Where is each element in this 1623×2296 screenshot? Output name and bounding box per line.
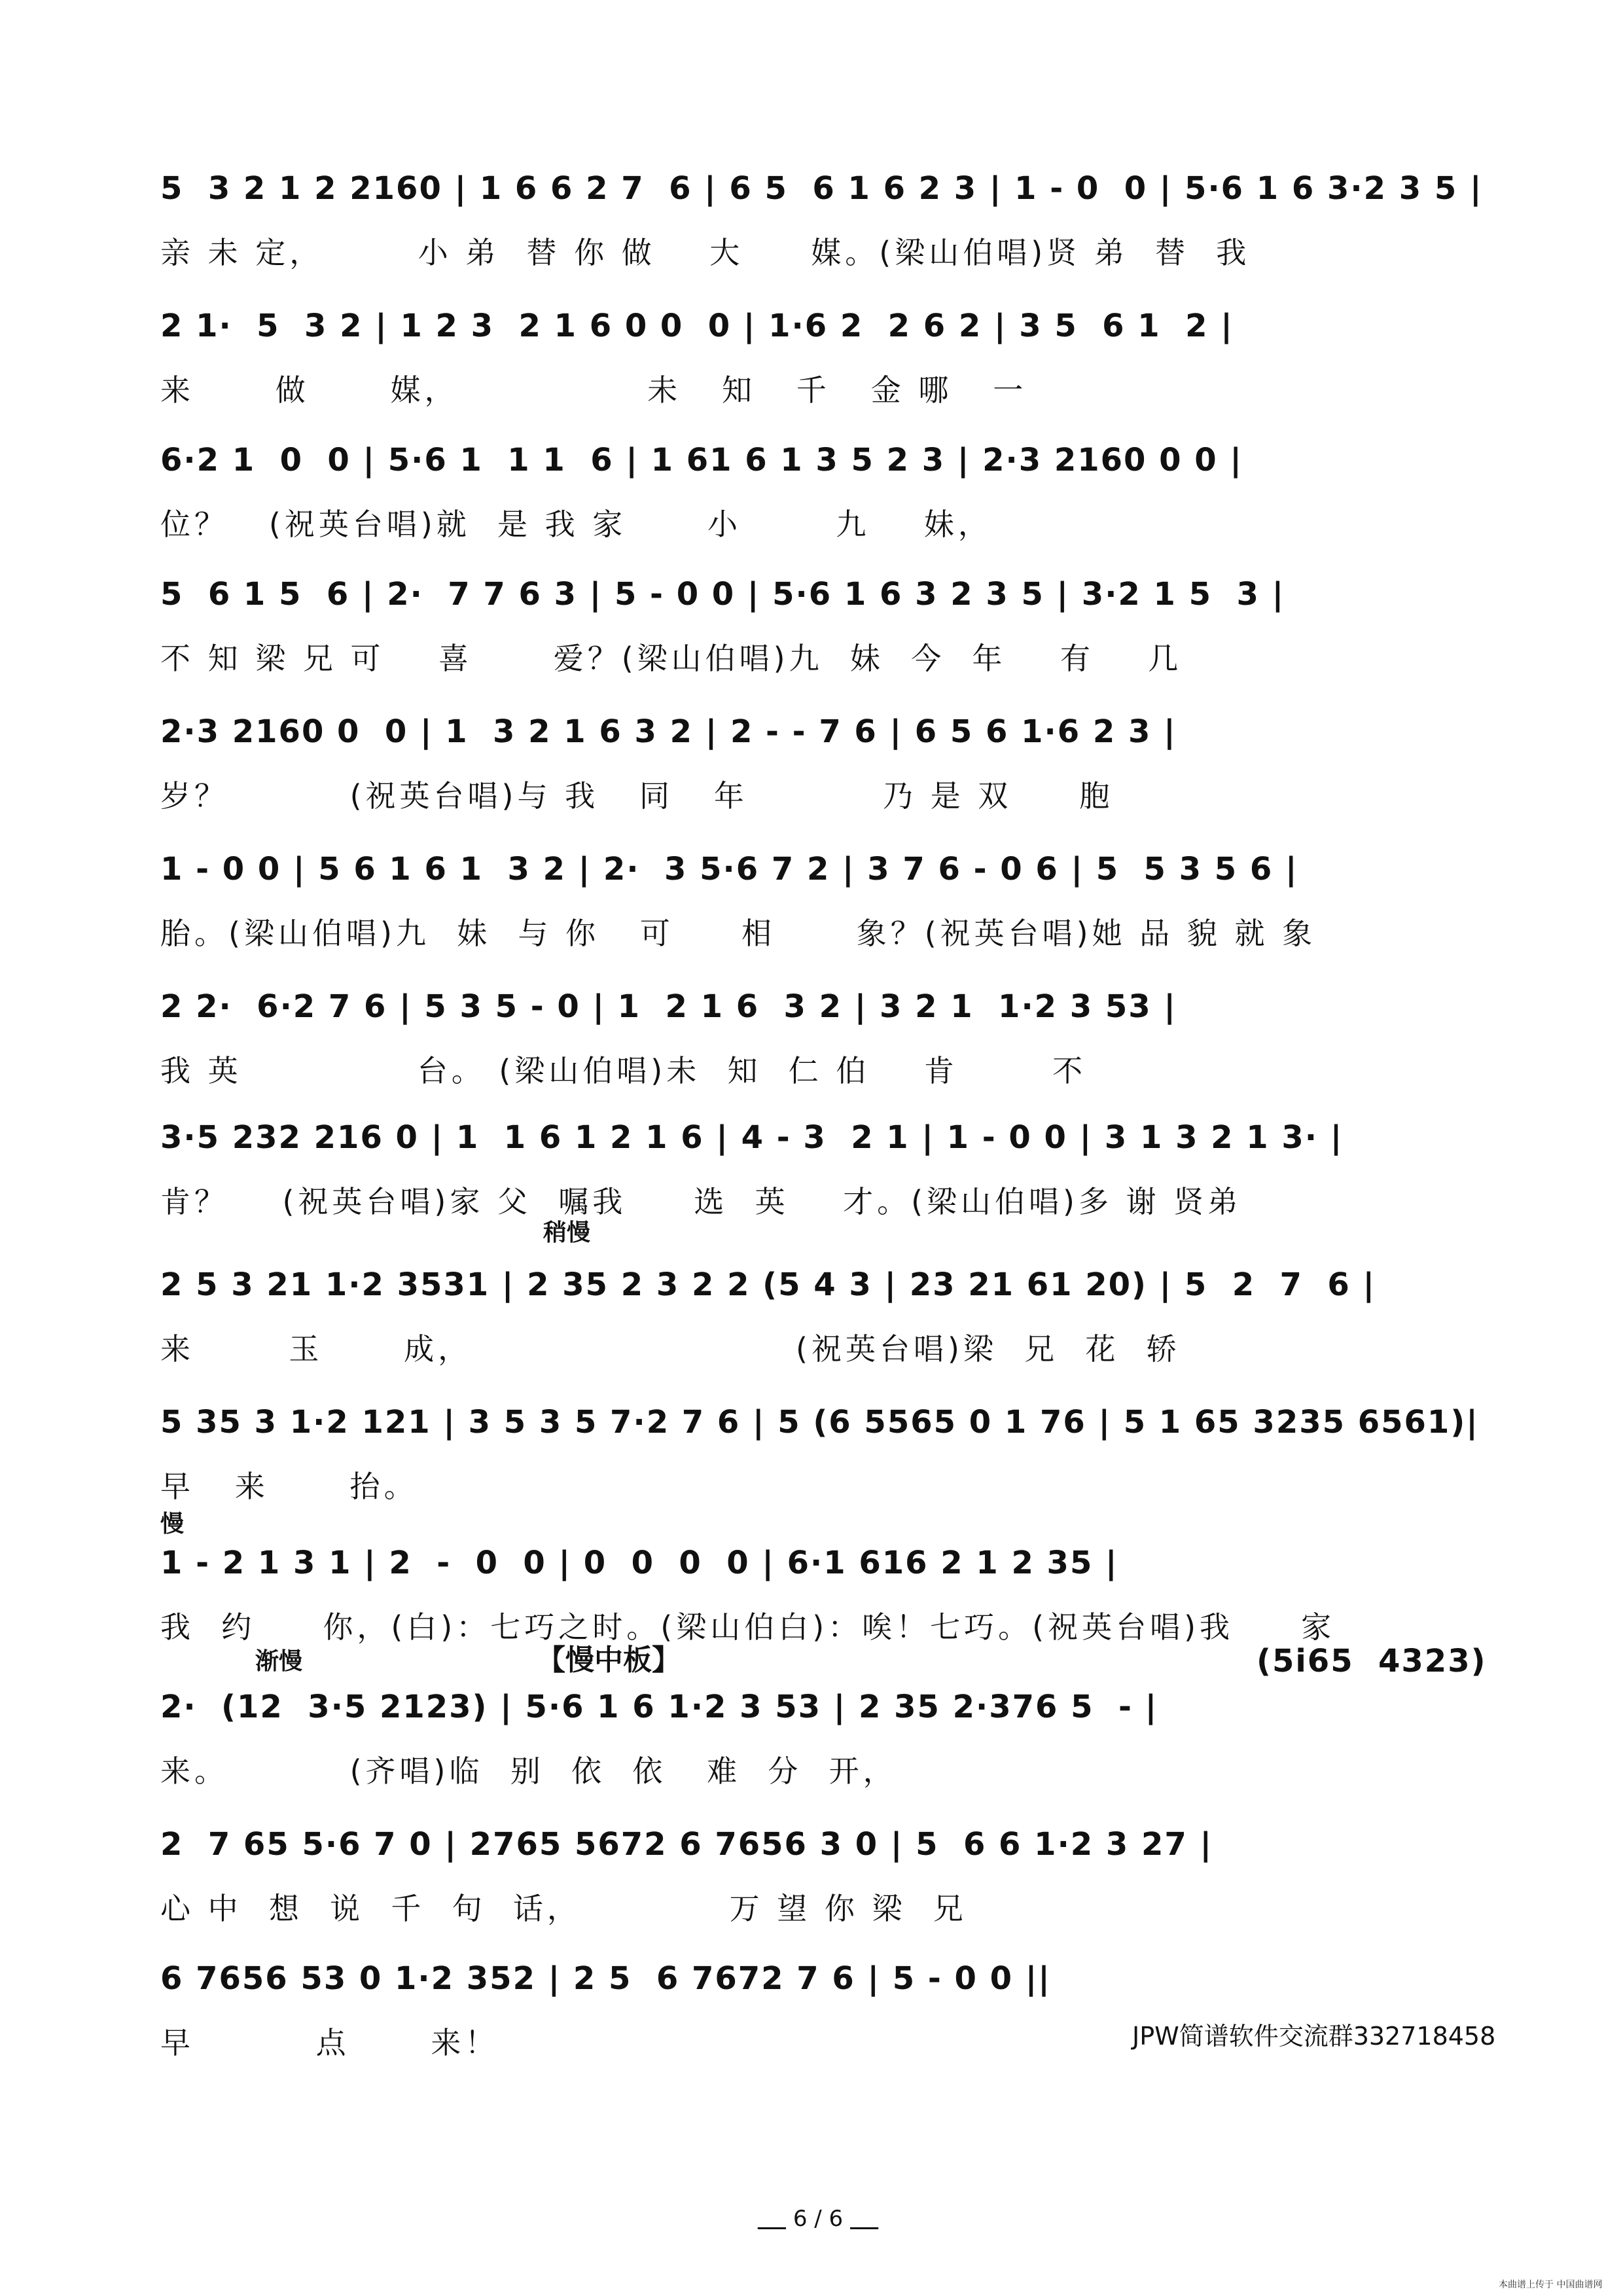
section-marking: 【慢中板】 bbox=[537, 1643, 681, 1677]
notation-line: 5 3 2 1 2 2160 | 1 6 6 2 7 6 | 6 5 6 1 6 2 3 | 1 - 0 0 | 5·6 1 6 3·2 3 5 | bbox=[160, 170, 1483, 207]
upload-logo: 本曲谱上传于 中国曲谱网 bbox=[1499, 2280, 1603, 2290]
lyric-line: 位？ (祝英台唱)就 是 我 家 小 九 妹， bbox=[160, 507, 992, 542]
tempo-marking-jianman: 渐慢 bbox=[255, 1648, 303, 1675]
tempo-marking-shaoman: 稍慢 bbox=[543, 1219, 591, 1246]
lyric-line: 肯？ (祝英台唱)家 父 嘱我 选 英 才。(梁山伯唱)多 谢 贤弟 bbox=[160, 1184, 1242, 1219]
lyric-line: 岁？ (祝英台唱)与 我 同 年 乃 是 双 胞 bbox=[160, 778, 1114, 814]
lyric-line: 早 点 来！ bbox=[160, 2025, 499, 2060]
interlude-notes: (5i65 4323) bbox=[1257, 1643, 1487, 1679]
lyric-line: 来。 (齐唱)临 别 依 依 难 分 开， bbox=[160, 1753, 897, 1789]
lyric-line: 我 英 台。 (梁山伯唱)未 知 仁 伯 肯 不 bbox=[160, 1053, 1087, 1088]
lyric-line: 亲 未 定， 小 弟 替 你 做 大 媒。(梁山伯唱)贤 弟 替 我 bbox=[160, 235, 1251, 270]
notation-line: 2 1· 5 3 2 | 1 2 3 2 1 6 0 0 0 | 1·6 2 2 6 2 | 3 5 6 1 2 | bbox=[160, 308, 1234, 344]
notation-line: 2 5 3 21 1·2 3531 | 2 35 2 3 2 2 (5 4 3 | 23 21 61 20) | 5 2 7 6 | bbox=[160, 1266, 1376, 1303]
page-number-text: 6 / 6 bbox=[793, 2206, 844, 2232]
lyric-line: 来 做 媒， 未 知 千 金 哪 一 bbox=[160, 372, 1027, 408]
lyric-line: 我 约 你，(白)：七巧之时。(梁山伯白)：唉！七巧。(祝英台唱)我 家 bbox=[160, 1609, 1336, 1645]
notation-line: 3·5 232 216 0 | 1 1 6 1 2 1 6 | 4 - 3 2 1 | 1 - 0 0 | 3 1 3 2 1 3· | bbox=[160, 1119, 1344, 1156]
notation-line: 2·3 2160 0 0 | 1 3 2 1 6 3 2 | 2 - - 7 6 | 6 5 6 1·6 2 3 | bbox=[160, 713, 1177, 750]
notation-line: 2 7 65 5·6 7 0 | 2765 5672 6 7656 3 0 | 5 6 6 1·2 3 27 | bbox=[160, 1826, 1213, 1863]
notation-line: 1 - 2 1 3 1 | 2 - 0 0 | 0 0 0 0 | 6·1 616 2 1 2 35 | bbox=[160, 1545, 1118, 1581]
page-number bbox=[753, 2206, 883, 2232]
lyric-line: 早 来 抬。 bbox=[160, 1469, 418, 1504]
notation-line: 6 7656 53 0 1·2 352 | 2 5 6 7672 7 6 | 5 - 0 0 || bbox=[160, 1960, 1051, 1997]
notation-line: 5 35 3 1·2 121 | 3 5 3 5 7·2 7 6 | 5 (6 5565 0 1 76 | 5 1 65 3235 6561)| bbox=[160, 1404, 1479, 1441]
group-info: JPW简谱软件交流群332718458 bbox=[1132, 2022, 1496, 2051]
lyric-line: 不 知 梁 兄 可 喜 爱？(梁山伯唱)九 妹 今 年 有 几 bbox=[160, 641, 1183, 676]
notation-line: 6·2 1 0 0 | 5·6 1 1 1 6 | 1 61 6 1 3 5 2 3 | 2·3 2160 0 0 | bbox=[160, 442, 1243, 478]
tempo-marking-man: 慢 bbox=[160, 1511, 185, 1537]
lyric-line: 来 玉 成， (祝英台唱)梁 兄 花 轿 bbox=[160, 1331, 1181, 1367]
notation-line: 2· (12 3·5 2123) | 5·6 1 6 1·2 3 53 | 2 35 2·376 5 - | bbox=[160, 1689, 1158, 1725]
lyric-line: 心 中 想 说 千 句 话， 万 望 你 梁 兄 bbox=[160, 1891, 967, 1926]
lyric-line: 胎。(梁山伯唱)九 妹 与 你 可 相 象？(祝英台唱)她 品 貌 就 象 bbox=[160, 916, 1317, 951]
notation-line: 1 - 0 0 | 5 6 1 6 1 3 2 | 2· 3 5·6 7 2 | 3 7 6 - 0 6 | 5 5 3 5 6 | bbox=[160, 851, 1298, 888]
notation-line: 5 6 1 5 6 | 2· 7 7 6 3 | 5 - 0 0 | 5·6 1 6 3 2 3 5 | 3·2 1 5 3 | bbox=[160, 576, 1285, 613]
notation-line: 2 2· 6·2 7 6 | 5 3 5 - 0 | 1 2 1 6 3 2 | 3 2 1 1·2 3 53 | bbox=[160, 988, 1177, 1025]
